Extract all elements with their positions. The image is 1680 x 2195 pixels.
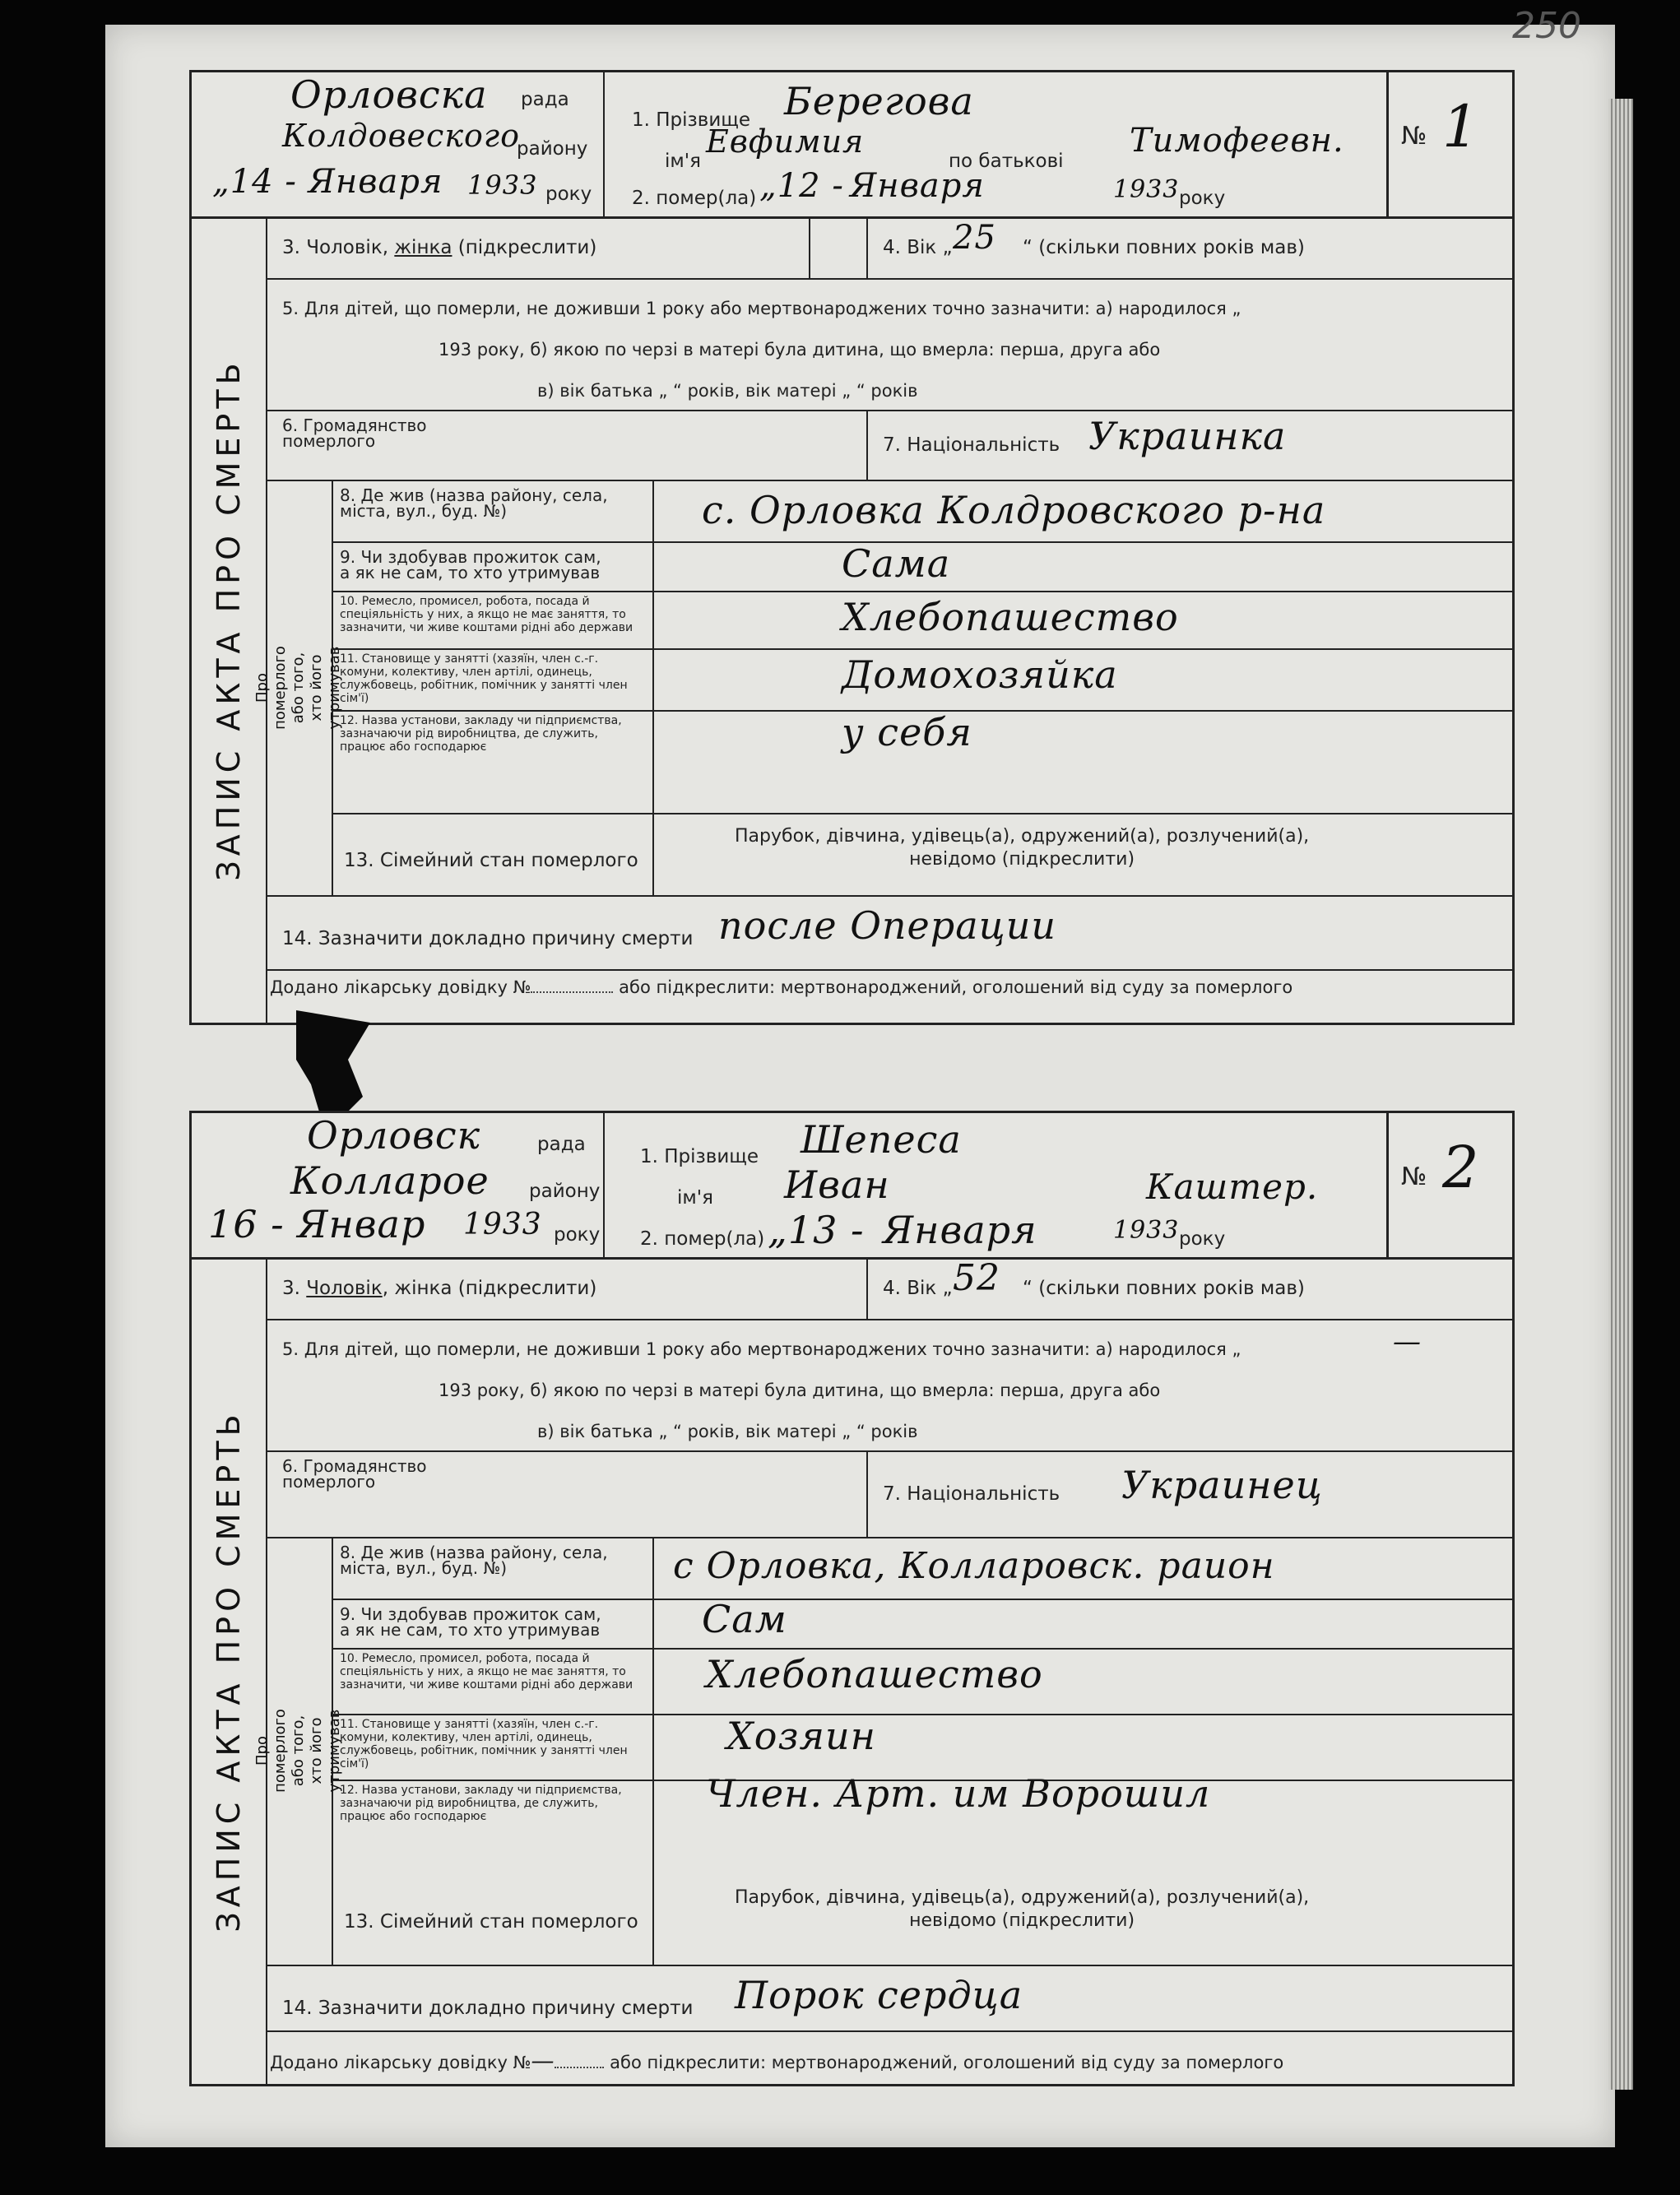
gender-male-underlined: Чоловік [306,1278,383,1299]
number-sign: № [1401,1162,1427,1191]
roku-label: року [554,1224,601,1246]
q12-label: 12. Назва установи, закладу чи підприємства, зазначаючи рід виробництва, де служить, працює або господарює [340,1784,622,1823]
q5-line2: 193 року, б) якою по черзі в матері була дитина, що вмерла: перша, друга або [439,340,1161,360]
died-label: 2. помер(ла) [640,1228,765,1250]
age-label: 4. Вік „ [883,1278,953,1299]
rada-handwritten: Орловска [290,72,488,117]
q8-handwritten: с Орловка, Колларовск. раион [673,1545,1275,1587]
q14-handwritten: после Операции [718,903,1056,948]
roku-label: року [545,183,592,205]
name-handwritten: Евфимия [706,123,865,160]
q10-handwritten: Хлебопашество [842,595,1179,639]
q14-label: 14. Зазначити докладно причину смерти [282,928,694,949]
surname-label: 1. Прізвище [640,1146,759,1167]
side-subtitle: Про померлого або того, хто його утримував [266,480,333,895]
nationality-handwritten: Украинка [1088,414,1287,458]
name-handwritten: Иван [784,1162,890,1207]
q11-label: 11. Становище у занятті (хазяїн, член с.-г. комуни, колективу, член артілі, одинець, службовець, робітник, помічник у занятті член сім'ї) [340,1718,628,1770]
side-title: ЗАПИС АКТА ПРО СМЕРТЬ [192,1257,267,2084]
patronymic-handwritten: Каштер. [1146,1167,1319,1207]
rada-label: рада [537,1134,586,1155]
age-label: 4. Вік „ [883,237,953,258]
age-handwritten: 25 [953,219,996,257]
surname-handwritten: Шепеса [801,1117,962,1162]
q6-label: 6. Громадянство померлого [282,415,427,451]
q10-handwritten: Хлебопашество [706,1652,1043,1696]
death-year: 1933 [1113,175,1180,204]
q14-label: 14. Зазначити докладно причину смерти [282,1998,694,2019]
record-number: 1 [1442,93,1480,160]
registration-year: 1933 [467,169,538,201]
death-record-2 [189,1111,1515,2086]
q13-options: Парубок, дівчина, удівець(а), одружений(а), розлучений(а), невідомо (підкреслити) [735,1887,1310,1931]
side-subtitle: Про померлого або того, хто його утримував [266,1537,333,1965]
q11-label: 11. Становище у занятті (хазяїн, член с.-г. комуни, колективу, член артілі, одинець, службовець, робітник, помічник у занятті член сім'ї) [340,652,628,705]
q12-handwritten: Член. Арт. им Ворошил [706,1771,1211,1816]
age-suffix: “ (скільки повних років мав) [1023,237,1305,258]
registry-office-block [192,1113,605,1257]
death-day-handwritten: „12 - [759,167,844,205]
name-label: ім'я [665,151,701,172]
rada-handwritten: Орловск [307,1113,481,1158]
q12-label: 12. Назва установи, закладу чи підприємства, зазначаючи рід виробництва, де служить, працює або господарює [340,714,622,754]
q9-handwritten: Сама [842,541,951,586]
gender-field: 3. Чоловік, жінка (підкреслити) [282,237,597,258]
q10-label: 10. Ремесло, промисел, робота, посада й спеціяльність у них, а якщо не має заняття, то зазначити, чи живе коштами рідні або держави [340,595,633,634]
q5-line1: 5. Для дітей, що померли, не доживши 1 року або мертвонароджених точно зазначити: а) народилося „ [282,299,1241,318]
raion-handwritten: Колларое [290,1158,490,1203]
raion-handwritten: Колдовеского [282,118,520,154]
page-stack-edge [1608,99,1633,2090]
q5-line2: 193 року, б) якою по черзі в матері була дитина, що вмерла: перша, друга або [439,1381,1161,1400]
died-label: 2. помер(ла) [632,188,757,209]
q8-label: 8. Де жив (назва району, села, міста, вул., буд. №) [340,1543,608,1578]
record-number-box [1386,72,1512,216]
death-roku-label: року [1179,188,1226,209]
attached-line: Додано лікарську довідку №— або підкреслити: мертвонароджений, оголошений від суду за померлого [270,2047,1284,2074]
q12-handwritten: у себя [842,710,972,754]
nationality-handwritten: Украинец [1121,1463,1323,1507]
attached-line: Додано лікарську довідку № або підкреслити: мертвонароджений, оголошений від суду за померлого [270,977,1293,997]
archive-page-number: 250 [1512,5,1581,47]
patronymic-label: по батькові [949,151,1064,172]
q9-label: 9. Чи здобував прожиток сам, а як не сам, то хто утримував [340,547,601,582]
q11-handwritten: Домохозяйка [842,652,1118,697]
rada-label: рада [521,89,569,110]
q11-handwritten: Хозяин [726,1714,876,1758]
q8-label: 8. Де жив (назва району, села, міста, вул., буд. №) [340,485,608,521]
registration-date-handwritten: 16 - Январ [208,1202,426,1246]
raion-label: району [517,138,588,160]
record-number-box [1386,1113,1512,1257]
record-header [192,72,1512,219]
death-year: 1933 [1113,1216,1180,1245]
registry-office-block [192,72,605,216]
q9-handwritten: Сам [702,1597,787,1641]
gender-female-underlined: жінка [394,237,452,258]
raion-label: району [529,1181,601,1202]
death-month-handwritten: Января [850,167,985,205]
age-suffix: “ (скільки повних років мав) [1023,1278,1305,1299]
surname-label: 1. Прізвище [632,109,751,131]
gender-field: 3. Чоловік, жінка (підкреслити) [282,1278,597,1299]
registration-date-handwritten: „14 - Января [212,163,443,201]
q8-handwritten: с. Орловка Колдровского р-на [702,488,1326,532]
q5-dash: — [1393,1325,1422,1358]
record-header [192,1113,1512,1260]
attached-dash: — [531,2047,555,2074]
q6-label: 6. Громадянство померлого [282,1456,427,1492]
patronymic-handwritten: Тимофеевн. [1130,122,1344,160]
death-roku-label: року [1179,1228,1226,1250]
age-handwritten: 52 [953,1257,1000,1299]
q9-label: 9. Чи здобував прожиток сам, а як не сам, то хто утримував [340,1604,601,1640]
number-sign: № [1401,122,1427,151]
q14-handwritten: Порок сердца [735,1973,1023,2017]
q7-label: 7. Національність [883,1483,1060,1505]
name-label: ім'я [677,1187,713,1209]
q7-label: 7. Національність [883,434,1060,456]
q10-label: 10. Ремесло, промисел, робота, посада й спеціяльність у них, а якщо не має заняття, то зазначити, чи живе коштами рідні або держави [340,1652,633,1691]
side-title: ЗАПИС АКТА ПРО СМЕРТЬ [192,216,267,1023]
death-month-handwritten: Января [883,1208,1037,1252]
q13-options: Парубок, дівчина, удівець(а), одружений(а), розлучений(а), невідомо (підкреслити) [735,826,1310,870]
q13-label: 13. Сімейний стан померлого [344,1911,638,1933]
death-day-handwritten: „13 - [768,1208,865,1252]
registration-year: 1933 [463,1208,542,1241]
q5-line1: 5. Для дітей, що померли, не доживши 1 року або мертвонароджених точно зазначити: а) народилося „ [282,1339,1241,1359]
death-record-1 [189,70,1515,1025]
surname-handwritten: Берегова [784,79,974,123]
q5-line3: в) вік батька „ “ років, вік матері „ “ років [537,381,918,401]
record-number: 2 [1442,1134,1480,1201]
q13-label: 13. Сімейний стан померлого [344,850,638,871]
q5-line3: в) вік батька „ “ років, вік матері „ “ років [537,1422,918,1441]
